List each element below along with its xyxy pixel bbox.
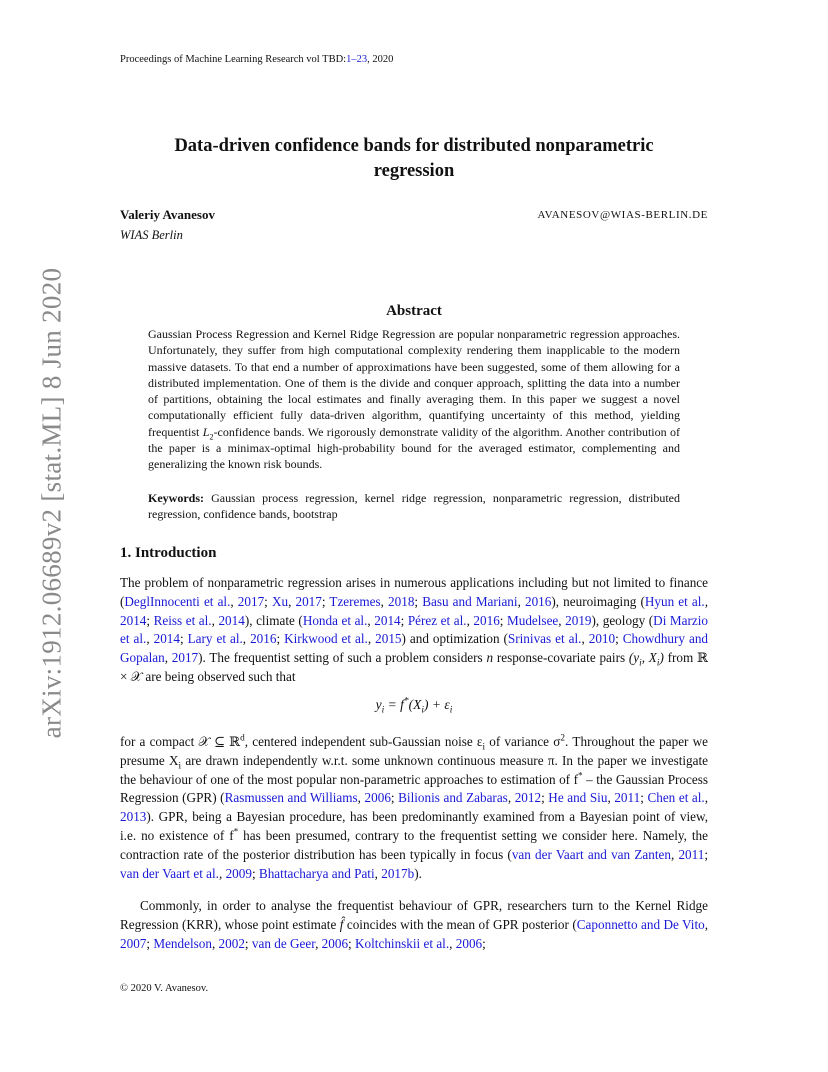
citation-year-link[interactable]: 2017b bbox=[381, 865, 415, 881]
citation-link[interactable]: Mudelsee bbox=[507, 612, 559, 628]
citation-year-link[interactable]: 2010 bbox=[588, 631, 616, 647]
section-heading: 1. Introduction bbox=[120, 545, 217, 561]
citation-year-link[interactable]: 2016 bbox=[250, 631, 277, 647]
citation-link[interactable]: Lary et al. bbox=[187, 631, 243, 647]
text: has been presumed, contrary to the frequentist setting we consider here. Namely, the contraction rate of the posterior distribution has been typically in focus ( bbox=[120, 827, 708, 862]
math-sub: i bbox=[639, 657, 642, 668]
math: = f bbox=[384, 697, 404, 712]
citation-year-link[interactable]: 2019 bbox=[565, 612, 592, 628]
text: , centered independent sub-Gaussian noise ε bbox=[244, 734, 483, 749]
citation-year-link[interactable]: 2011 bbox=[614, 790, 641, 806]
citation-year-link[interactable]: 2012 bbox=[514, 790, 542, 806]
author-affiliation: WIAS Berlin bbox=[120, 228, 183, 242]
text: response-covariate pairs bbox=[493, 650, 629, 666]
citation-year-link[interactable]: 2017 bbox=[171, 650, 199, 666]
keywords bbox=[148, 490, 680, 523]
math-sub: i bbox=[482, 741, 486, 752]
text: ). The frequentist setting of such a problem considers bbox=[198, 650, 487, 666]
math-sup: * bbox=[403, 696, 409, 707]
intro-paragraph-2: for a compact 𝒳 ⊆ ℝ$^d$, centered independent sub-Gaussian noise $\varepsilon_i$ of variance $\sigma^2$. Throughout the paper we presume $X_i$ are drawn independently w.r.t. some unknown continuous measure π. In the paper we investigate the behaviour of one of the most popular non-parametric approaches to estimation of f* – the Gaussian Process Regression (GPR) (Rasmussen and Williams, 2006; Bilionis and Zabaras, 2012; He and Siu, 2011; Chen et al., 2013). GPR, being a Bayesian procedure, has been predominantly examined from a Bayesian point of view, i.e. no existence of f* has been presumed, contrary to the frequentist setting we consider here. Namely, the contraction rate of the posterior distribution has been typically in focus (van der Vaart and van Zanten, 2011; van der Vaart et al., 2009; Bhattacharya and Pati, 2017b). bbox=[120, 732, 709, 881]
text: of variance σ bbox=[485, 734, 561, 749]
math-sub: i bbox=[421, 705, 425, 716]
math-pair bbox=[628, 650, 664, 668]
citation-year-link[interactable]: 2002 bbox=[218, 935, 245, 951]
abstract-text-a: Gaussian Process Regression and Kernel Ridge Regression are popular nonparametric regression approaches. Unfortunately, they suffer from high computational complexity rendering them inapplicable to the modern massive datasets. To that end a number of approximations have been suggested, some of them allowing for a distributed implementation. One of them is the divide and conquer approach, splitting the data into a number of partitions, obtaining the local estimates and finally averaging them. In this paper we suggest a novel computationally efficient fully data-driven algorithm, quantifying uncertainty of this method, yielding frequentist bbox=[148, 327, 680, 439]
text: . Throughout the paper we presume X bbox=[120, 734, 708, 768]
keywords-text: Gaussian process regression, kernel ridge regression, nonparametric regression, distributed regression, confidence bands, bootstrap bbox=[148, 491, 680, 522]
text: ) and optimization ( bbox=[401, 631, 508, 647]
text: ), geology ( bbox=[591, 612, 654, 628]
running-header bbox=[120, 54, 393, 65]
text: are drawn independently w.r.t. some unknown continuous measure π. In the paper we investigate the behaviour of one of the most popular non-parametric approaches to estimation of f bbox=[120, 752, 708, 787]
citation-link[interactable]: Bhattacharya and Pati bbox=[258, 865, 375, 881]
citation-link[interactable]: Rasmussen and Williams bbox=[224, 790, 358, 806]
math-sub: i bbox=[656, 657, 660, 668]
abstract-heading: Abstract bbox=[386, 303, 442, 319]
header-pages-link[interactable]: 1–23 bbox=[346, 54, 368, 65]
intro-paragraph-3: Commonly, in order to analyse the frequentist behaviour of GPR, researchers turn to the Kernel Ridge Regression (KRR), whose point estimate f̂ coincides with the mean of GPR posterior (Caponnetto and De Vito, 2007; Mendelson, 2002; van de Geer, 2006; Koltchinskii et al., 2006; bbox=[120, 898, 709, 951]
abstract-L: L bbox=[202, 424, 210, 439]
header-year: , 2020 bbox=[367, 54, 394, 65]
citation-link[interactable]: Mendelson bbox=[153, 935, 212, 951]
citation-link[interactable]: Koltchinskii et al. bbox=[355, 935, 450, 951]
citation-link[interactable]: Hyun et al. bbox=[644, 593, 705, 609]
citation-year-link[interactable]: 2014 bbox=[153, 631, 180, 647]
citation-year-link[interactable]: 2017 bbox=[237, 593, 265, 609]
citation-year-link[interactable]: 2014 bbox=[120, 612, 147, 628]
citation-link[interactable]: Xu bbox=[271, 593, 289, 609]
citation-year-link[interactable]: 2018 bbox=[388, 593, 415, 609]
citation-year-link[interactable]: 2006 bbox=[364, 790, 391, 806]
text: ). bbox=[414, 865, 422, 881]
copyright-footer: © 2020 V. Avanesov. bbox=[120, 983, 209, 994]
paper-title bbox=[120, 134, 708, 184]
citation-link[interactable]: Chen et al. bbox=[647, 790, 705, 806]
citation-year-link[interactable]: 2017 bbox=[295, 593, 322, 609]
math: ) + ε bbox=[424, 697, 450, 712]
math-sub: i bbox=[449, 705, 453, 716]
citation-link[interactable]: van de Geer bbox=[251, 935, 316, 951]
math: (y bbox=[628, 650, 640, 666]
math-sup: d bbox=[240, 732, 245, 743]
abstract-body bbox=[148, 326, 680, 473]
citation-year-link[interactable]: 2014 bbox=[218, 612, 245, 628]
citation-link[interactable]: Pérez et al. bbox=[407, 612, 467, 628]
math: , X bbox=[641, 650, 657, 666]
math: (X bbox=[408, 697, 422, 712]
abstract-text-b: -confidence bands. We rigorously demonstrate validity of the algorithm. Another contribution of the paper is a minimax-optimal high-probability bound for the averaged estimator, complementing and generalizing the known risk bounds. bbox=[148, 424, 680, 472]
citation-link[interactable]: DeglInnocenti et al. bbox=[124, 593, 231, 609]
text: for a compact 𝒳 ⊆ ℝ bbox=[120, 734, 241, 749]
citation-year-link[interactable]: 2013 bbox=[120, 809, 147, 825]
citation-link[interactable]: Di Marzio et al. bbox=[120, 612, 708, 647]
math-sup: * bbox=[577, 770, 583, 781]
text: The problem of nonparametric regression arises in numerous applications including but not limited to finance ( bbox=[120, 575, 708, 609]
citation-year-link[interactable]: 2015 bbox=[375, 631, 402, 647]
text: ). GPR, being a Bayesian procedure, has been predominantly examined from a Bayesian point of view, i.e. no existence of f bbox=[120, 809, 708, 843]
author-email: AVANESOV@WIAS-BERLIN.DE bbox=[537, 209, 708, 221]
citation-link[interactable]: Bilionis and Zabaras bbox=[398, 790, 508, 806]
math: ) bbox=[659, 650, 664, 666]
keywords-label: Keywords: bbox=[148, 491, 204, 505]
citation-link[interactable]: Srinivas et al. bbox=[507, 631, 582, 647]
text: – the Gaussian Process Regression (GPR) ( bbox=[120, 771, 708, 806]
title-line-2: regression bbox=[373, 161, 455, 181]
math-sub: i bbox=[381, 705, 385, 716]
text: ), climate ( bbox=[244, 612, 303, 628]
text: ), neuroimaging ( bbox=[551, 593, 645, 609]
display-equation bbox=[120, 696, 708, 716]
citation-link[interactable]: Chowdhury and Gopalan bbox=[120, 631, 709, 666]
citation-link[interactable]: Caponnetto and De Vito bbox=[576, 916, 705, 932]
text: from ℝ × 𝒳 are being observed such that bbox=[120, 650, 708, 684]
text: Commonly, in order to analyse the frequentist behaviour of GPR, researchers turn to the Kernel Ridge Regression (KRR), whose point estimate bbox=[120, 898, 708, 932]
citation-link[interactable]: Tzeremes bbox=[329, 593, 381, 609]
title-line-1: Data-driven confidence bands for distributed nonparametric bbox=[174, 136, 654, 156]
citation-link[interactable]: Honda et al. bbox=[302, 612, 368, 628]
math-n: n bbox=[486, 650, 494, 666]
text: coincides with the mean of GPR posterior ( bbox=[343, 916, 577, 932]
citation-link[interactable]: Reiss et al. bbox=[153, 612, 212, 628]
citation-link[interactable]: Kirkwood et al. bbox=[284, 631, 368, 647]
citation-year-link[interactable]: 2006 bbox=[321, 935, 349, 951]
math-sup: 2 bbox=[560, 732, 565, 743]
text: ; bbox=[482, 935, 486, 951]
math-fhat: f̂ bbox=[339, 916, 344, 932]
arxiv-stamp: arXiv:1912.06689v2 [stat.ML] 8 Jun 2020 bbox=[36, 267, 67, 739]
citation-year-link[interactable]: 2016 bbox=[473, 612, 500, 628]
citation-year-link[interactable]: 2016 bbox=[524, 593, 552, 609]
abstract-L-sub: 2 bbox=[209, 432, 214, 442]
citation-year-link[interactable]: 2009 bbox=[225, 865, 252, 881]
citation-year-link[interactable]: 2014 bbox=[374, 612, 401, 628]
citation-link[interactable]: van der Vaart et al. bbox=[120, 865, 219, 881]
citation-year-link[interactable]: 2007 bbox=[120, 935, 147, 951]
citation-year-link[interactable]: 2006 bbox=[455, 935, 483, 951]
citation-year-link[interactable]: 2011 bbox=[678, 846, 705, 862]
math-sup: * bbox=[233, 826, 239, 837]
citation-link[interactable]: He and Siu bbox=[548, 790, 608, 806]
intro-paragraph-1: The problem of nonparametric regression arises in numerous applications including but not limited to finance (DeglInnocenti et al., 2017; Xu, 2017; Tzeremes, 2018; Basu and Mariani, 2016), neuroimaging (Hyun et al., 2014; Reiss et al., 2014), climate (Honda et al., 2014; Pérez et al., 2016; Mudelsee, 2019), geology (Di Marzio et al., 2014; Lary et al., 2016; Kirkwood et al., 2015) and optimization (Srinivas et al., 2010; Chowdhury and Gopalan, 2017). The frequentist setting of such a problem considers n response-covariate pairs ($y_i$, $X_i$) from ℝ × 𝒳 are being observed such that bbox=[120, 575, 709, 684]
citation-link[interactable]: van der Vaart and van Zanten bbox=[511, 846, 671, 862]
citation-link[interactable]: Basu and Mariani bbox=[422, 593, 518, 609]
header-text: Proceedings of Machine Learning Research vol TBD: bbox=[120, 54, 347, 65]
math: y bbox=[375, 697, 382, 712]
author-name: Valeriy Avanesov bbox=[120, 207, 215, 222]
math-sub: i bbox=[178, 760, 182, 771]
